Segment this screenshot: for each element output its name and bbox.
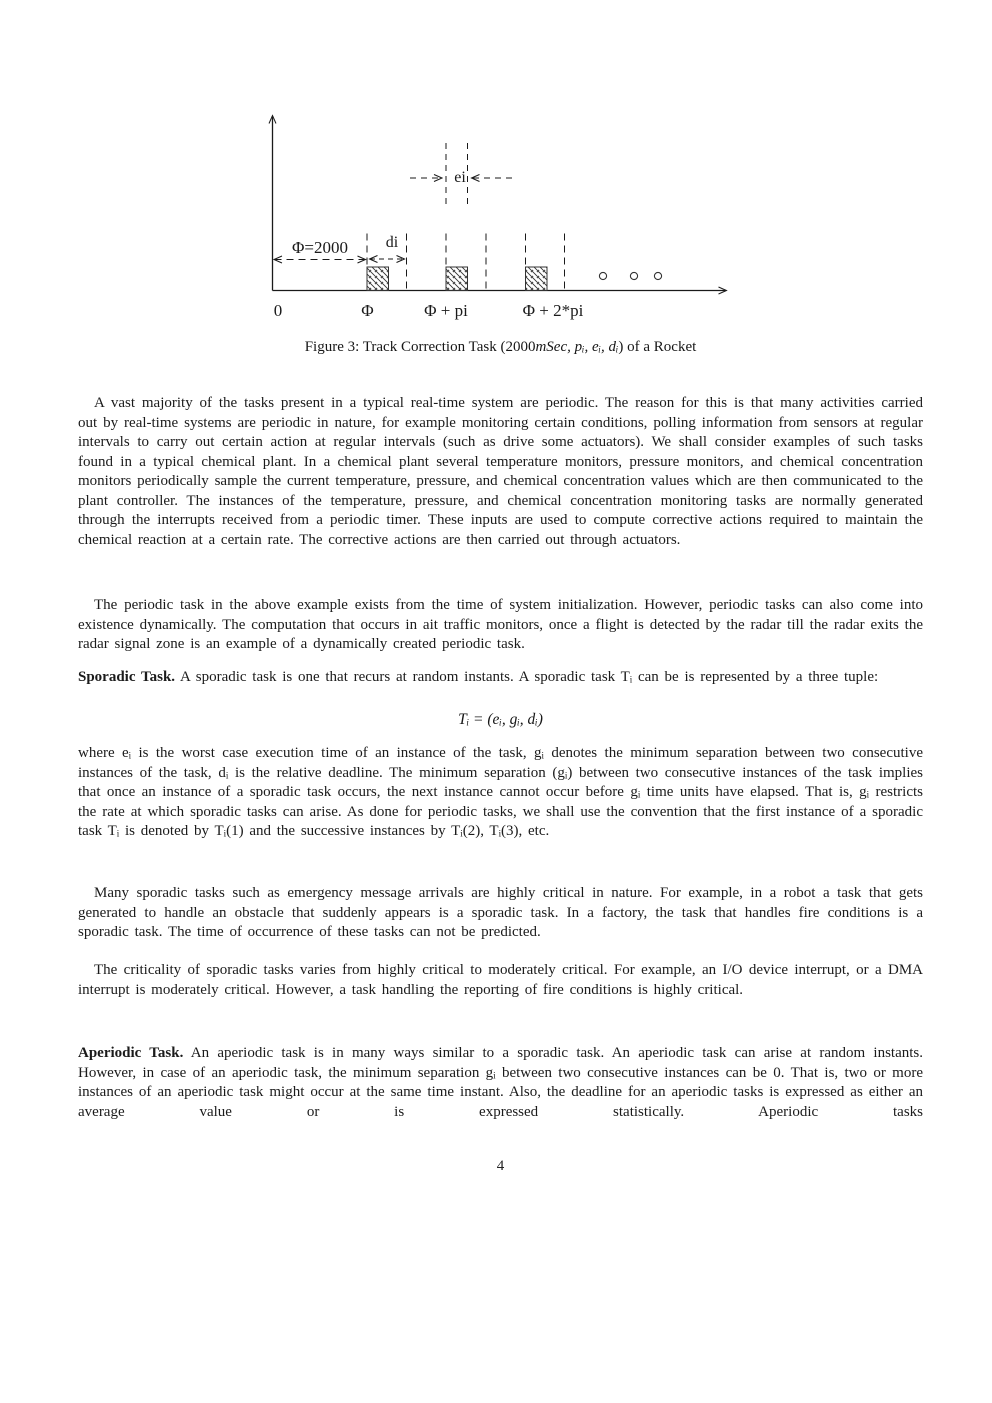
- aperiodic-task-heading: Aperiodic Task.: [78, 1045, 184, 1061]
- phase-label: Φ=2000: [291, 238, 349, 257]
- continuation-dot-1: [599, 272, 606, 279]
- sporadic-task-text: A sporadic task is one that recurs at random instants. A sporadic task Tᵢ can be is represented by a three tuple:: [179, 669, 879, 685]
- task-instance-box-1: [367, 267, 389, 291]
- paragraph-sporadic-criticality: The criticality of sporadic tasks varies from highly critical to moderately critical. For example, an I/O device interrupt, or a DMA interrupt is moderately critical. However, a task handling the reporting of fire conditions is highly critical.: [78, 962, 923, 998]
- tick-label-phi-2pi: Φ + 2*pi: [522, 301, 584, 320]
- aperiodic-task-text: An aperiodic task is in many ways similar to a sporadic task. An aperiodic task can arise at random instants. However, in case of an aperiodic task, the minimum separation gᵢ between two consecutive instances can be 0. That is, two or more instances of an aperiodic task might occur at the same time instant. Also, the deadline for an aperiodic tasks is expressed as either an average value or is expressed statistically. Aperiodic tasks: [78, 1045, 923, 1120]
- tick-label-origin: 0: [273, 301, 283, 320]
- figure-caption-math: mSec, pᵢ, eᵢ, dᵢ: [535, 339, 619, 355]
- task-instance-box-3: [526, 267, 548, 291]
- figure-3-timing-diagram: [250, 103, 750, 328]
- tick-label-phi: Φ: [361, 301, 374, 320]
- di-label: di: [385, 234, 399, 251]
- paragraph-sporadic-examples: Many sporadic tasks such as emergency message arrivals are highly critical in nature. For example, in a robot a task that gets generated to handle an obstacle that suddenly appears is a sporadic task. In a factory, the task that handles fire conditions is a sporadic task. The time of occurrence of these tasks can not be predicted.: [78, 885, 923, 940]
- paragraph-sporadic-definition: where eᵢ is the worst case execution time of an instance of the task, gᵢ denotes the minimum separation between two consecutive instances of the task, dᵢ is the relative deadline. The minimum separation (gᵢ) between two consecutive instances of the task implies that once an instance of a sporadic task occurs, the next instance cannot occur before gᵢ time units have elapsed. That is, gᵢ restricts the rate at which sporadic tasks can arise. As done for periodic tasks, we shall use the convention that the first instance of a sporadic task Tᵢ is denoted by Tᵢ(1) and the successive instances by Tᵢ(2), Tᵢ(3), etc.: [78, 745, 923, 839]
- figure-caption-post: ) of a Rocket: [618, 339, 697, 355]
- figure-caption: [78, 339, 923, 356]
- paragraph-dynamic-periodic: The periodic task in the above example exists from the time of system initialization. However, periodic tasks can also come into existence dynamically. The computation that occurs in ait traffic monitors, once a flight is detected by the radar till the radar exits the radar signal zone is an example of a dynamically created periodic task.: [78, 597, 923, 652]
- paragraph-sporadic-task: [78, 668, 923, 688]
- paragraph-aperiodic-task: [78, 1044, 923, 1122]
- ei-label: ei: [454, 169, 466, 186]
- continuation-dot-2: [630, 272, 637, 279]
- paragraph-periodic-tasks: A vast majority of the tasks present in a typical real-time system are periodic. The reason for this is that many activities carried out by real-time systems are periodic in nature, for example monitoring certain conditions, polling information from sensors at regular intervals to carry out certain action at regular intervals (such as drive some actuators). We shall consider examples of such tasks found in a typical chemical plant. In a chemical plant several temperature monitors, pressure monitors, and chemical concentration monitors periodically sample the current temperature, pressure, and chemical concentration values which are then communicated to the plant controller. The instances of the temperature, pressure, and chemical concentration monitoring tasks are normally generated through the interrupts received from a periodic timer. These inputs are used to compute corrective actions required to maintain the chemical reaction at a certain rate. The corrective actions are then carried out through actuators.: [78, 395, 923, 548]
- sporadic-task-equation: Tᵢ = (eᵢ, gᵢ, dᵢ): [458, 711, 543, 728]
- figure-caption-pre: Figure 3: Track Correction Task (2000: [304, 339, 536, 355]
- sporadic-task-heading: Sporadic Task.: [78, 669, 176, 685]
- continuation-dot-3: [654, 272, 661, 279]
- tick-label-phi-pi: Φ + pi: [424, 301, 468, 320]
- task-instance-box-2: [446, 267, 468, 291]
- page-number: 4: [496, 1158, 505, 1174]
